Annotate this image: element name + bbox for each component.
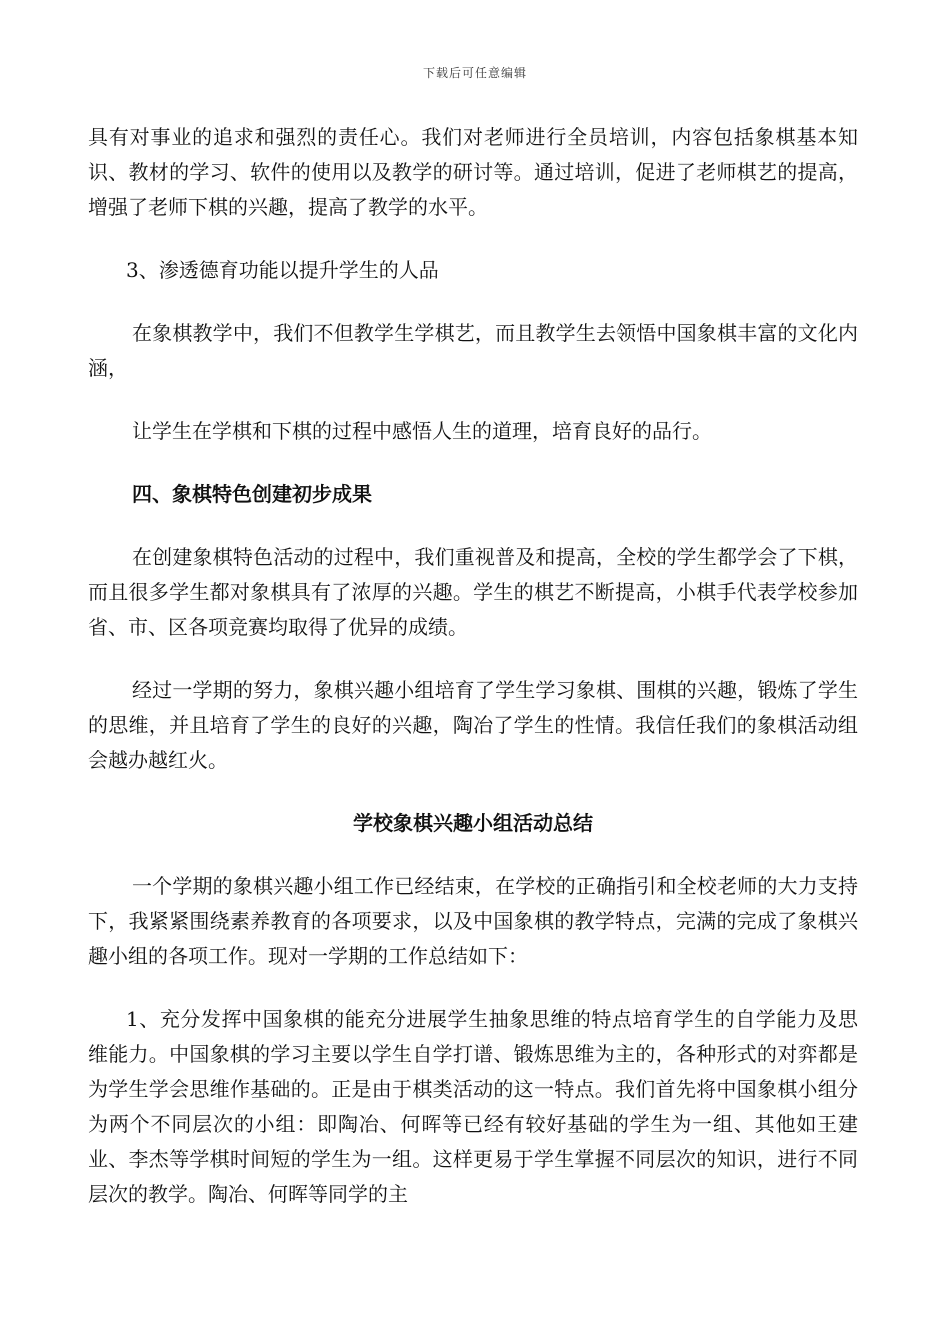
document-title-summary: 学校象棋兴趣小组活动总结: [353, 811, 593, 835]
page-header: 下载后可任意编辑: [422, 66, 527, 80]
paragraph-teacher-training: 具有对事业的追求和强烈的责任心。我们对老师进行全员培训，内容包括象棋基本知识、教材的学习、软件的使用以及教学的研讨等。通过培训，促进了老师棋艺的提高，增强了老师下棋的兴趣，提高了教学的水平。: [88, 125, 858, 219]
section-heading-results: 四、象棋特色创建初步成果: [132, 482, 372, 506]
paragraph-point-one: 1、充分发挥中国象棋的能充分进展学生抽象思维的特点培育学生的自学能力及思维能力。中国象棋的学习主要以学生自学打谱、锻炼思维为主的，各种形式的对弈都是为学生学会思维作基础的。正是由于棋类活动的这一特点。我们首先将中国象棋小组分为两个不同层次的小组：即陶冶、何晖等已经有较好基础的学生为一组、其他如王建业、李杰等学棋时间短的学生为一组。这样更易于学生掌握不同层次的知识，进行不同层次的教学。陶冶、何晖等同学的主: [88, 1007, 858, 1206]
paragraph-semester-effort: 经过一学期的努力，象棋兴趣小组培育了学生学习象棋、围棋的兴趣，锻炼了学生的思维，并且培育了学生的良好的兴趣，陶冶了学生的性情。我信任我们的象棋活动组会越办越红火。: [88, 678, 858, 772]
paragraph-summary-intro: 一个学期的象棋兴趣小组工作已经结束，在学校的正确指引和全校老师的大力支持下，我紧紧围绕素养教育的各项要求，以及中国象棋的教学特点，完满的完成了象棋兴趣小组的各项工作。现对一学期的工作总结如下：: [88, 874, 858, 968]
document-body: [88, 120, 858, 1240]
paragraph-life-lessons: 让学生在学棋和下棋的过程中感悟人生的道理，培育良好的品行。: [132, 419, 712, 443]
section-heading-moral-education: 3、渗透德育功能以提升学生的人品: [126, 258, 439, 282]
paragraph-achievements: 在创建象棋特色活动的过程中，我们重视普及和提高，全校的学生都学会了下棋，而且很多学生都对象棋具有了浓厚的兴趣。学生的棋艺不断提高，小棋手代表学校参加省、市、区各项竞赛均取得了优异的成绩。: [88, 545, 858, 639]
paragraph-chess-culture: 在象棋教学中，我们不但教学生学棋艺，而且教学生去领悟中国象棋丰富的文化内涵，: [88, 321, 858, 380]
